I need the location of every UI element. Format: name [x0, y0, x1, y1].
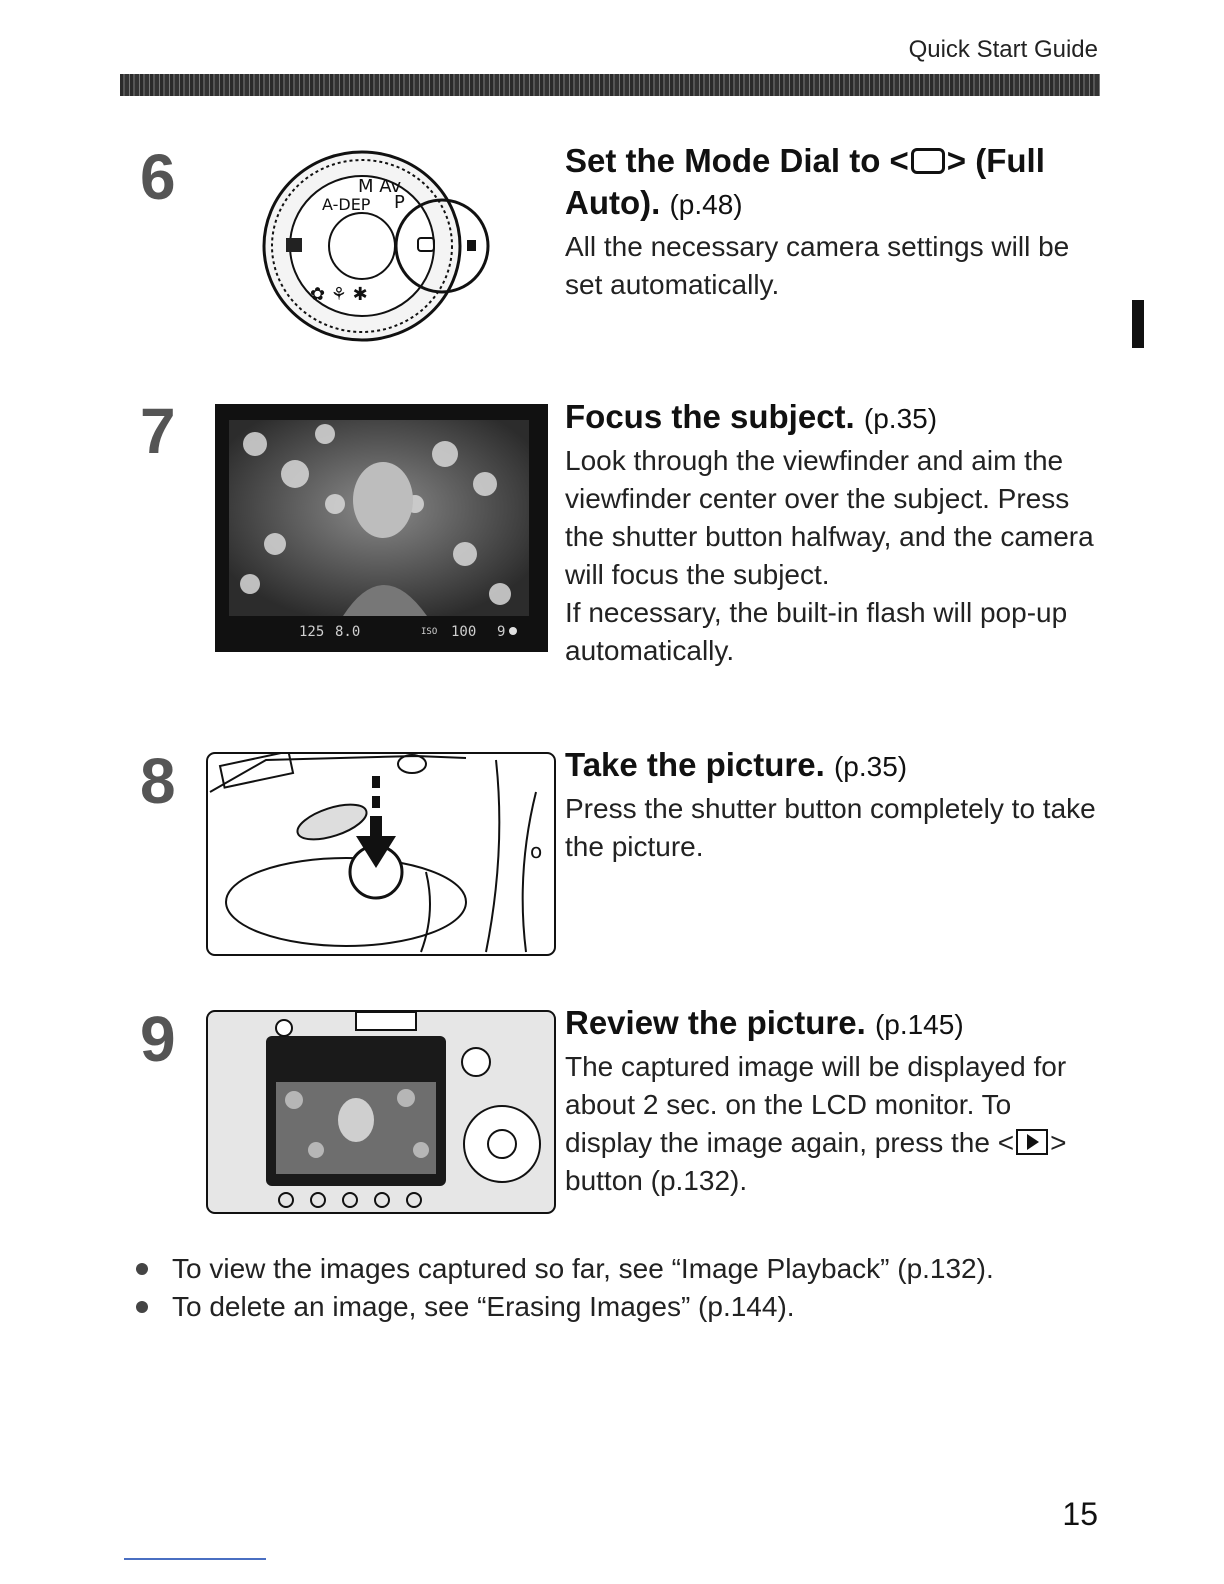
step-7-heading-text: Focus the subject.: [565, 398, 855, 435]
step-6-body: All the necessary camera settings will be set automatically.: [565, 231, 1070, 300]
step-6-ref: (p.48): [669, 189, 743, 220]
note-text-2: To delete an image, see “Erasing Images” (p.144).: [172, 1291, 795, 1322]
side-marker: [1132, 300, 1144, 348]
step-number-9: 9: [140, 1003, 176, 1075]
step-7-body-2: If necessary, the built-in flash will pop-up automatically.: [565, 597, 1068, 666]
step-8-body: Press the shutter button completely to take the picture.: [565, 793, 1096, 862]
step-6-heading: [565, 140, 1105, 226]
notes-list: [132, 1250, 1092, 1326]
playback-button-icon: [1016, 1129, 1048, 1155]
bullet-icon: [136, 1263, 148, 1275]
step-number-8: 8: [140, 745, 176, 817]
step-6-heading-pre: Set the Mode Dial to <: [565, 142, 909, 179]
viewfinder-aperture: 8.0: [335, 624, 361, 640]
step-7-body-1: Look through the viewfinder and aim the viewfinder center over the subject. Press the shutter button halfway, and the camera will focus the subject.: [565, 445, 1094, 590]
svg-text:o: o: [530, 839, 543, 863]
note-item: [132, 1288, 1092, 1326]
step-9-body: [565, 1048, 1105, 1200]
step-8-ref: (p.35): [833, 751, 908, 782]
step-9-heading-text: Review the picture.: [565, 1004, 866, 1041]
mode-dial-illustration: [262, 148, 498, 344]
header-bar: [120, 74, 1100, 96]
viewfinder-shutter: 125: [299, 624, 325, 640]
step-7-heading: [565, 396, 1105, 440]
step-9-heading: [565, 1002, 1105, 1046]
viewfinder-photo-illustration: [215, 404, 548, 652]
shutter-button-illustration: [206, 752, 556, 956]
viewfinder-shots: 9: [497, 624, 506, 640]
bullet-icon: [136, 1301, 148, 1313]
step-8-heading-text: Take the picture.: [565, 746, 825, 783]
svg-text:A-DEP: A-DEP: [322, 195, 371, 214]
viewfinder-iso-value: 100: [451, 624, 477, 640]
step-6-heading-post: > (Full Auto).: [565, 142, 1045, 221]
step-8-heading: [565, 744, 1105, 788]
step-9-body-pre: The captured image will be displayed for about 2 sec. on the LCD monitor. To display the image again, press the <: [565, 1051, 1067, 1158]
page-number: 15: [1062, 1496, 1098, 1532]
note-item: [132, 1250, 1092, 1288]
viewfinder-iso-label: ISO: [421, 627, 438, 637]
step-number-6: 6: [140, 141, 176, 213]
svg-text:✿ ⚘ ✱: ✿ ⚘ ✱: [310, 284, 368, 305]
step-number-7: 7: [140, 395, 176, 467]
svg-text:M Av: M Av: [358, 176, 402, 197]
step-7-ref: (p.35): [863, 403, 938, 434]
full-auto-rectangle-icon: [911, 148, 945, 174]
svg-text:P: P: [394, 192, 405, 213]
step-9-body-post: > button (p.132).: [565, 1127, 1067, 1196]
step-9-ref: (p.145): [874, 1009, 964, 1040]
header-title: Quick Start Guide: [908, 36, 1098, 63]
footer-line: [124, 1558, 266, 1560]
lcd-review-illustration: [206, 1010, 556, 1214]
note-text-1: To view the images captured so far, see “Image Playback” (p.132).: [172, 1253, 994, 1284]
